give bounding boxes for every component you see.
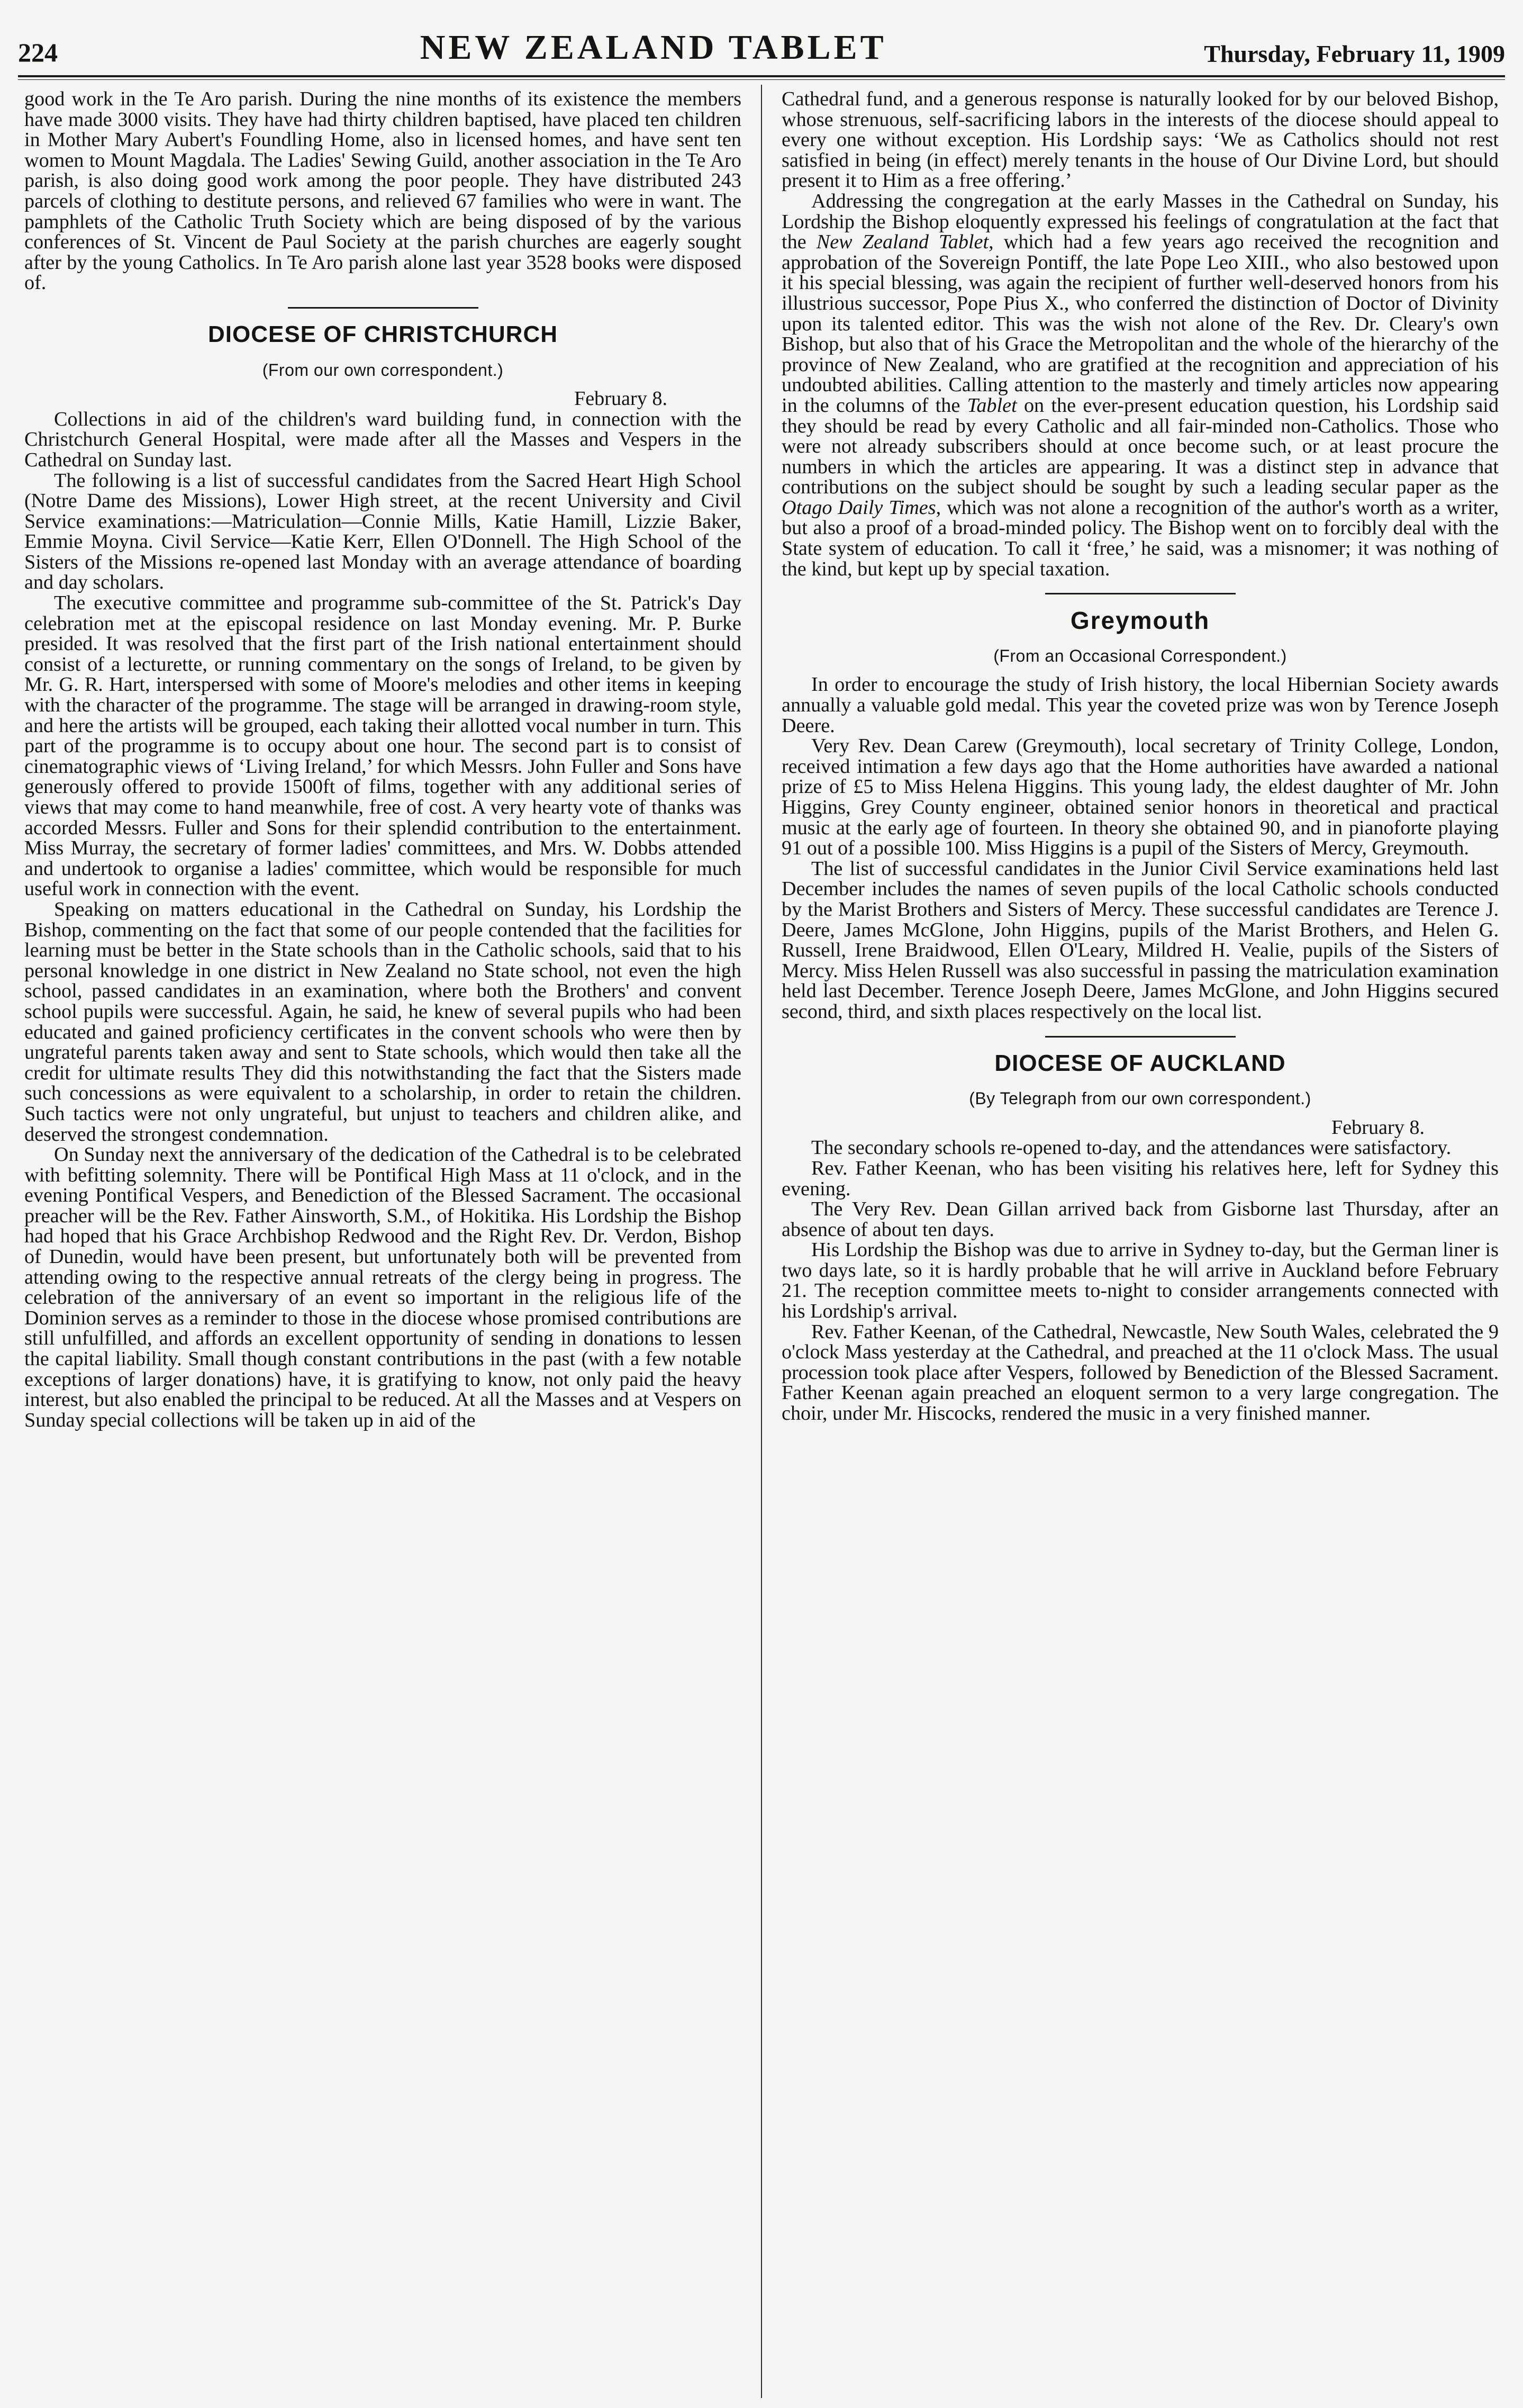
left-column bbox=[24, 89, 741, 2392]
section-divider bbox=[288, 307, 478, 309]
page-number: 224 bbox=[18, 38, 58, 67]
christchurch-paragraph: On Sunday next the anniversary of the dedication of the Cathedral is to be celebrated with befitting solemnity. There will be Pontifical High Mass at 11 o'clock, and in the evening Pontifical Vespers, and Benediction of the Blessed Sacrament. The occasional preacher will be the Rev. Father Ainsworth, S.M., of Hokitika. His Lordship the Bishop had hoped that his Grace Archbishop Redwood and the Right Rev. Dr. Verdon, Bishop of Dunedin, would have been present, but unfortunately both will be prevented from attending owing to the respective annual retreats of the clergy being in progress. The celebration of the anniversary of an event so important in the religious life of the Dominion serves as a reminder to those in the diocese whose promised contributions are still unfulfilled, and affords an excellent opportunity of sending in donations to lessen the capital liability. Small though constant contributions in the past (with a few notable exceptions of larger donations) have, it is gratifying to know, not only paid the heavy interest, but also enabled the principal to be reduced. At all the Masses and at Vespers on Sunday special collections will be taken up in aid of the bbox=[24, 1143, 741, 1431]
auckland-date: February 8. bbox=[1331, 1116, 1425, 1139]
greymouth-paragraph: Very Rev. Dean Carew (Greymouth), local secretary of Trinity College, London, received intimation a few days ago that the Home authorities have awarded a national prize of £5 to Miss Helena Higgins. This young lady, the eldest daughter of Mr. John Higgins, Grey County engineer, obtained senior honors in theoretical and practical music at the early age of fourteen. In theory she obtained 90, and in pianoforte playing 91 out of a possible 100. Miss Higgins is a pupil of the Sisters of Mercy, Greymouth. bbox=[782, 735, 1499, 860]
christchurch-date: February 8. bbox=[574, 387, 667, 410]
section-divider bbox=[1045, 1036, 1236, 1038]
christchurch-paragraph: The executive committee and programme sub-committee of the St. Patrick's Day celebration met at the episcopal residence on last Monday evening. Mr. P. Burke presided. It was resolved that the first part of the Irish national entertainment should consist of a lecturette, or running commentary on the songs of Ireland, to be given by Mr. G. R. Hart, interspersed with some of Moore's melodies and other items in keeping with the character of the programme. The stage will be arranged in drawing-room style, and here the artists will be grouped, each taking their allotted vocal number in turn. This part of the programme is to occupy about one hour. The second part is to consist of cinematographic views of ‘Living Ireland,’ for which Messrs. John Fuller and Sons have generously offered to provide 1500ft of films, together with any additional series of views that may come to hand meanwhile, free of cost. A very hearty vote of thanks was accorded Messrs. Fuller and Sons for their splendid contribution to the entertainment. Miss Murray, the secretary of former ladies' committees, and Mrs. W. Dobbs attended and undertook to organise a ladies' committee, which would be responsible for much useful work in connection with the event. bbox=[24, 592, 741, 900]
right-column bbox=[782, 89, 1499, 2392]
text-run: Addressing the congregation at the early Masses in the Cathedral on Sunday, his Lordship the Bishop eloquently expressed his feelings of congratulation at the fact that the bbox=[782, 190, 1499, 254]
auckland-paragraph: His Lordship the Bishop was due to arrive in Sydney to-day, but the German liner is two days late, so it is hardly probable that he will arrive in Auckland before February 21. The reception committee meets to-night to consider arrangements connected with his Lordship's arrival. bbox=[782, 1239, 1499, 1323]
text-run: , which had a few years ago received the recognition and approbation of the Sovereign Pontiff, the late Pope Leo XIII., who also bestowed upon it his special blessing, was again the recipient of further well-deserved honors from his illustrious successor, Pope Pius X., who conferred the distinction of Doctor of Divinity upon its talented editor. This was the wish not alone of the Rev. Dr. Cleary's own Bishop, but also that of his Grace the Metropolitan and the whole of the hierarchy of the province of New Zealand, who are gratified at the recognition and appreciation of his undoubted abilities. Calling attention to the masterly and timely articles now appearing in the columns of the bbox=[782, 231, 1499, 417]
christchurch-heading: DIOCESE OF CHRISTCHURCH bbox=[207, 321, 558, 347]
te-aro-continued-paragraph: good work in the Te Aro parish. During the nine months of its existence the members have made 3000 visits. They have had thirty children baptised, have placed ten children in Mother Mary Aubert's Foundling Home, also in licensed homes, and have sent ten women to Mount Magdala. The Ladies' Sewing Guild, another association in the Te Aro parish, is also doing good work among the poor people. They have distributed 243 parcels of clothing to destitute persons, and relieved 67 families who were in want. The pamphlets of the Catholic Truth Society which are being disposed of by the various conferences of St. Vincent de Paul Society at the parish churches are eagerly sought after by the young Catholics. In Te Aro parish alone last year 3528 books were disposed of. bbox=[24, 89, 741, 294]
text-run: , which was not alone a recognition of the author's worth as a writer, but also a proof of a broad-minded policy. The Bishop went on to forcibly deal with the State system of education. To call it ‘free,’ he said, was a misnomer; it was nothing of the kind, but kept up by special taxation. bbox=[782, 496, 1499, 580]
auckland-heading: DIOCESE OF AUCKLAND bbox=[994, 1050, 1286, 1076]
page-header bbox=[18, 15, 1505, 68]
christchurch-byline: (From our own correspondent.) bbox=[262, 360, 504, 380]
header-rule-thin bbox=[18, 79, 1505, 80]
section-divider bbox=[1045, 593, 1236, 594]
auckland-paragraph: Rev. Father Keenan, of the Cathedral, Newcastle, New South Wales, celebrated the 9 o'clock Mass yesterday at the Cathedral, and preached at the 11 o'clock Mass. The usual procession took place after Vespers, followed by Benediction of the Blessed Sacrament. Father Keenan again preached an eloquent sermon to a very large congregation. The choir, under Mr. Hiscocks, rendered the music in a very finished manner. bbox=[782, 1320, 1499, 1425]
column-divider bbox=[761, 85, 762, 2398]
greymouth-paragraph: In order to encourage the study of Irish history, the local Hibernian Society awards annually a valuable gold medal. This year the coveted prize was won by Terence Joseph Deere. bbox=[782, 673, 1499, 737]
cathedral-fund-paragraph: Cathedral fund, and a generous response is naturally looked for by our beloved Bishop, whose strenuous, self-sacrificing labors in the interests of the diocese should appeal to every one without exception. His Lordship says: ‘We as Catholics should not rest satisfied in being (in effect) merely tenants in the house of Our Divine Lord, but should present it to Him as a free offering.’ bbox=[782, 89, 1499, 192]
auckland-paragraph: The Very Rev. Dean Gillan arrived back from Gisborne last Thursday, after an absence of about ten days. bbox=[782, 1198, 1499, 1241]
auckland-byline: (By Telegraph from our own correspondent.) bbox=[969, 1089, 1311, 1108]
christchurch-paragraph: Speaking on matters educational in the Cathedral on Sunday, his Lordship the Bishop, commenting on the fact that some of our people contended that the facilities for learning must be better in the State schools than in the Catholic schools, said that to his personal knowledge in one district in New Zealand no State school, not even the high school, passed candidates in an examination, where both the Brothers' and convent school pupils were successful. Again, he said, he knew of several pupils who had been educated and gained proficiency certificates in the convent schools who were then by ungrateful parents taken away and sent to State schools, which would then take all the credit for ultimate results They did this notwithstanding the fact that the Sisters made such concessions as were equivalent to a scholarship, in order to retain the children. Such tactics were not only ungrateful, but unjust to teachers and children alike, and deserved the strongest condemnation. bbox=[24, 898, 741, 1146]
tablet-title: New Zealand Tablet bbox=[816, 231, 989, 254]
greymouth-byline: (From an Occasional Correspondent.) bbox=[993, 646, 1287, 665]
issue-date: Thursday, February 11, 1909 bbox=[1204, 40, 1505, 67]
christchurch-paragraph: Collections in aid of the children's ward building fund, in connection with the Christchurch General Hospital, were made after all the Masses and Vespers in the Cathedral on Sunday last. bbox=[24, 408, 741, 471]
otago-daily-times-title: Otago Daily Times bbox=[782, 496, 936, 519]
greymouth-paragraph: The list of successful candidates in the Junior Civil Service examinations held last December includes the names of seven pupils of the local Catholic schools conducted by the Marist Brothers and Sisters of Mercy. These successful candidates are Terence J. Deere, James McGlone, John Higgins, pupils of the Marist Brothers, and Helen G. Russell, Irene Braidwood, Ellen O'Leary, Mildred H. Vealie, pupils of the Sisters of Mercy. Miss Helen Russell was also successful in passing the matriculation examination held last December. Terence Joseph Deere, James McGlone, and John Higgins secured second, third, and sixth places respectively on the local list. bbox=[782, 857, 1499, 1023]
auckland-paragraph: The secondary schools re-opened to-day, and the attendances were satisfactory. bbox=[811, 1137, 1452, 1159]
greymouth-heading: Greymouth bbox=[1070, 607, 1210, 635]
tablet-short-title: Tablet bbox=[967, 394, 1017, 417]
header-rule bbox=[18, 75, 1505, 77]
tablet-congratulation-paragraph bbox=[782, 191, 1499, 579]
text-run: on the ever-present education question, his Lordship said they should be read by every Catholic and all fair-minded non-Catholics. Those who were not already subscribers should at once become such, or at least procure the numbers in which the articles are appearing. It was a distinct step in advance that contributions on the subject should be sought by such a leading secular paper as the bbox=[782, 394, 1499, 499]
christchurch-paragraph: The following is a list of successful candidates from the Sacred Heart High School (Notre Dame des Missions), Lower High street, at the recent University and Civil Service examinations:—Matriculation—Connie Mills, Katie Hamill, Lizzie Baker, Emmie Moyna. Civil Service—Katie Kerr, Ellen O'Donnell. The High School of the Sisters of the Missions re-opened last Monday with an average attendance of boarding and day scholars. bbox=[24, 469, 741, 594]
masthead-title: NEW ZEALAND TABLET bbox=[420, 28, 887, 67]
auckland-paragraph: Rev. Father Keenan, who has been visiting his relatives here, left for Sydney this evening. bbox=[782, 1157, 1499, 1200]
